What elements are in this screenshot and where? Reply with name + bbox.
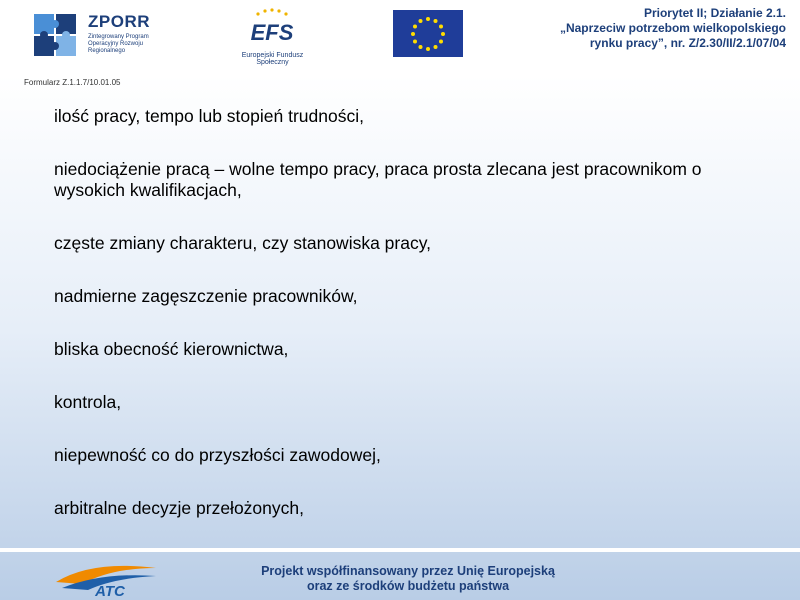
priority-line-2: „Naprzeciw potrzebom wielkopolskiego [559,21,786,35]
list-item-text: arbitralne decyzje przełożonych, [54,498,304,518]
list-item-text: bliska obecność kierownictwa, [54,339,289,359]
list-item [36,339,766,360]
footer-text [238,564,578,594]
efs-logo [225,8,320,64]
list-item-text: ilość pracy, tempo lub stopień trudności, [54,106,364,126]
list-item-text: częste zmiany charakteru, czy stanowiska pracy, [54,233,432,253]
bullet-list [36,106,766,551]
zporr-name: ZPORR [88,12,150,31]
list-item-text: niedociążenie pracą – wolne tempo pracy, praca prosta zlecana jest pracownikom o wysokich kwalifikacjach, [54,159,702,200]
priority-info [516,6,786,51]
list-item [36,498,766,519]
footer-divider [0,548,800,552]
priority-line-3: rynku pracy”, nr. Z/2.30/II/2.1/07/04 [589,36,786,50]
efs-star-logo-icon [225,8,320,48]
puzzle-logo-icon [32,10,80,58]
list-item [36,392,766,413]
zporr-subtitle: Zintegrowany Program Operacyjny Rozwoju Regionalnego [88,34,149,54]
list-item-text: niepewność co do przyszłości zawodowej, [54,445,381,465]
atc-logo-icon [52,558,162,598]
header [0,0,800,75]
footer-line-1: Projekt współfinansowany przez Unię Europejską [261,564,555,578]
form-code: Formularz Z.1.1.7/10.01.05 [24,78,121,87]
efs-logo-text: EFS [250,20,294,45]
efs-caption: Europejski Fundusz Społeczny [241,52,304,66]
footer-line-2: oraz ze środków budżetu państwa [306,579,510,593]
priority-line-1: Priorytet II; Działanie 2.1. [643,6,786,20]
list-item [36,286,766,307]
atc-logo-text: ATC [95,583,125,598]
list-item [36,445,766,466]
eu-flag-icon [393,10,463,57]
list-item-text: kontrola, [54,392,122,412]
list-item-text: nadmierne zagęszczenie pracowników, [54,286,358,306]
list-item [36,106,766,127]
list-item [36,233,766,254]
zporr-logo [32,10,157,62]
list-item [36,159,766,201]
